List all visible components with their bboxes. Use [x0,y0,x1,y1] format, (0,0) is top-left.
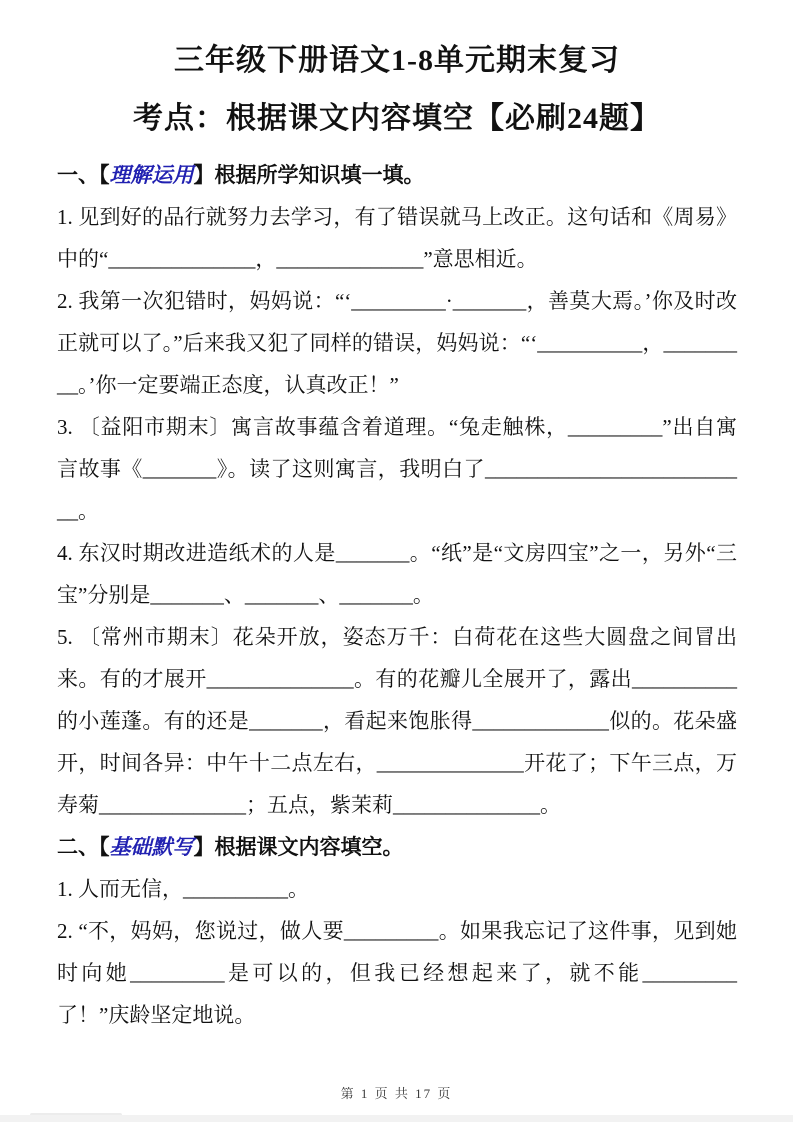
section2-heading-tag: 基础默写 [109,835,194,859]
worksheet-body [57,154,737,1036]
section1-heading [57,154,737,196]
doc-title-line1: 三年级下册语文1-8单元期末复习 [174,44,620,77]
section2-heading-suffix: 】根据课文内容填空。 [193,835,404,859]
section1-question-4: 4. 东汉时期改进造纸术的人是_______。“纸”是“文房四宝”之一，另外“三宝”分别是_______、_______、_______。 [57,541,737,607]
page-bottom-edge [0,1115,793,1122]
section2-question-2: 2. “不，妈妈，您说过，做人要_________。如果我忘记了这件事，见到她时向她_________是可以的，但我已经想起来了，就不能_________了！”庆龄坚定地说。 [57,919,737,1027]
page-number: 第 1 页 共 17 页 [340,1086,453,1101]
section1-question-5: 5. 〔常州市期末〕花朵开放，姿态万千：白荷花在这些大圆盘之间冒出来。有的才展开______________。有的花瓣儿全展开了，露出__________的小莲蓬。有的还是_______，看起来饱胀得_____________似的。花朵盛开，时间各异：中午十二点左右，______________开花了；下午三点，万寿菊______________；五点，紫茉莉______________。 [57,625,737,817]
section1-heading-prefix: 一、【 [57,163,110,187]
section1-question-1: 1. 见到好的品行就努力去学习，有了错误就马上改正。这句话和《周易》中的“______________，______________”意思相近。 [57,205,737,271]
section2-question-1: 1. 人而无信，__________。 [57,877,309,901]
section1-heading-suffix: 】根据所学知识填一填。 [193,163,425,187]
section2-heading [57,826,737,868]
section2-heading-prefix: 二、【 [57,835,110,859]
doc-title-line2: 考点：根据课文内容填空【必刷24题】 [133,102,661,135]
section1-heading-tag: 理解运用 [109,163,194,187]
section1-question-3: 3. 〔益阳市期末〕寓言故事蕴含着道理。“兔走触株，_________”出自寓言故事《_______》。读了这则寓言，我明白了__________________________。 [57,415,737,523]
section1-question-2: 2. 我第一次犯错时，妈妈说：“‘_________·_______，善莫大焉。’你及时改正就可以了。”后来我又犯了同样的错误，妈妈说：“‘__________，_________。’你一定要端正态度，认真改正！” [57,289,737,397]
